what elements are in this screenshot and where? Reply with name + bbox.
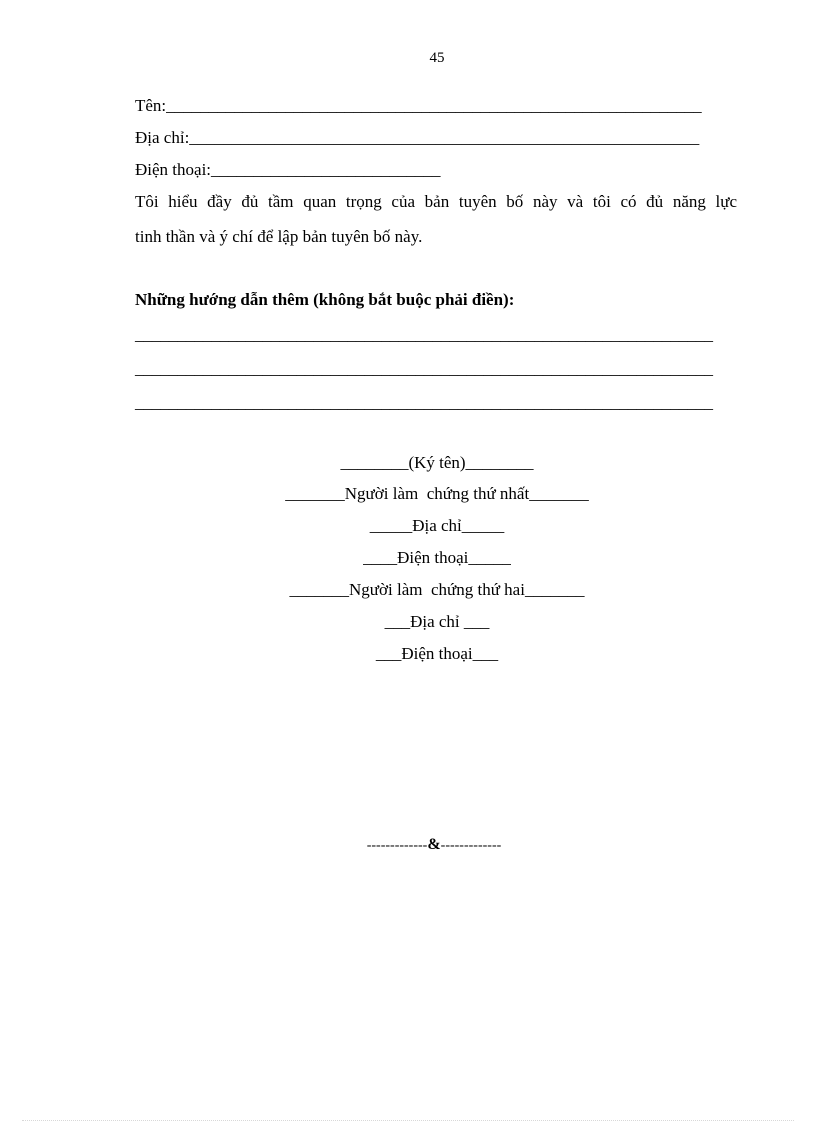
instruction-blank-line: ____________________________________________________________________ <box>135 359 713 378</box>
separator-right-dashes: ------------- <box>440 838 502 853</box>
declaration-line-1: Tôi hiểu đầy đủ tầm quan trọng của bản tuyên bố này và tôi có đủ năng lực <box>135 192 737 211</box>
first-witness-address: _____Địa chỉ_____ <box>369 516 505 535</box>
name-field-line: Tên:_______________________________________________________________ <box>135 96 702 115</box>
separator-left-dashes: ------------- <box>366 838 428 853</box>
declaration-line-2: tinh thần và ý chí để lập bản tuyên bố này. <box>135 227 423 246</box>
separator-ampersand: & <box>427 836 441 853</box>
instruction-blank-line: ____________________________________________________________________ <box>135 393 713 412</box>
signature-line: ________(Ký tên)________ <box>340 453 534 472</box>
second-witness-line: _______Người làm chứng thứ hai_______ <box>289 580 585 599</box>
instruction-blank-line: ____________________________________________________________________ <box>135 325 713 344</box>
phone-field-line: Điện thoại:___________________________ <box>135 160 441 179</box>
first-witness-line: _______Người làm chứng thứ nhất_______ <box>285 484 589 503</box>
address-field-line: Địa chỉ:____________________________________________________________ <box>135 128 700 147</box>
first-witness-phone: ____Điện thoại_____ <box>363 548 511 567</box>
page-number: 45 <box>429 50 445 66</box>
second-witness-phone: ___Điện thoại___ <box>375 644 499 663</box>
end-separator <box>0 836 816 854</box>
instructions-heading: Những hướng dẫn thêm (không bắt buộc phải điền): <box>135 290 515 309</box>
second-witness-address: ___Địa chỉ ___ <box>384 612 490 631</box>
page-bottom-border <box>22 1120 794 1121</box>
